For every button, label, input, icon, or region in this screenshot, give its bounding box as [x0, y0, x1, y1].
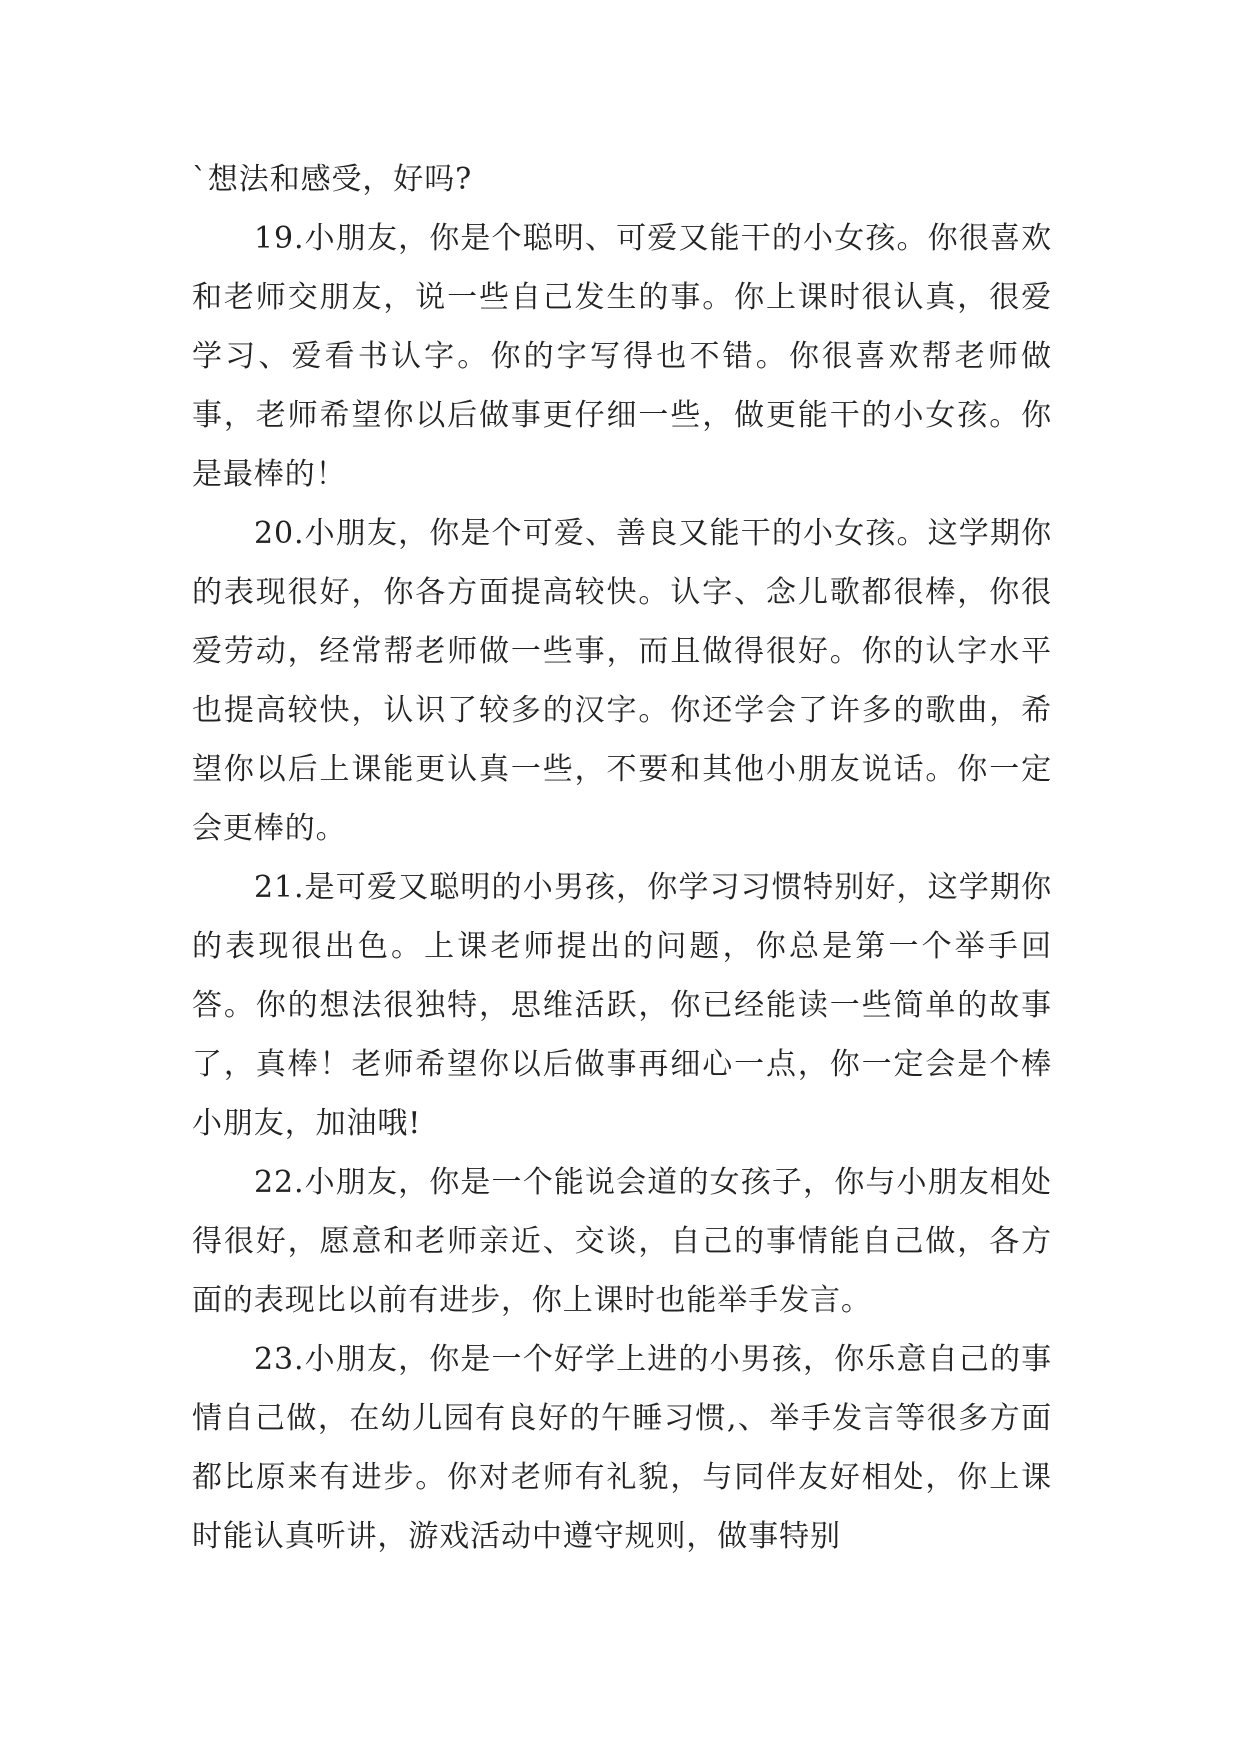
paragraph-20: 20.小朋友，你是个可爱、善良又能干的小女孩。这学期你的表现很好，你各方面提高较快。认字、念儿歌都很棒，你很爱劳动，经常帮老师做一些事，而且做得很好。你的认字水平也提高较快，认识了较多的汉字。你还学会了许多的歌曲，希望你以后上课能更认真一些，不要和其他小朋友说话。你一定会更棒的。: [192, 516, 1052, 846]
paragraph-19: 19.小朋友，你是个聪明、可爱又能干的小女孩。你很喜欢和老师交朋友，说一些自己发生的事。你上课时很认真，很爱学习、爱看书认字。你的字写得也不错。你很喜欢帮老师做事，老师希望你以后做事更仔细一些，做更能干的小女孩。你是最棒的！: [192, 221, 1052, 492]
paragraph-22: 22.小朋友，你是一个能说会道的女孩子，你与小朋友相处得很好，愿意和老师亲近、交谈，自己的事情能自己做，各方面的表现比以前有进步，你上课时也能举手发言。: [192, 1165, 1052, 1318]
paragraph-21: 21.是可爱又聪明的小男孩，你学习习惯特别好，这学期你的表现很出色。上课老师提出的问题，你总是第一个举手回答。你的想法很独特，思维活跃，你已经能读一些简单的故事了，真棒！老师希望你以后做事再细心一点，你一定会是个棒小朋友，加油哦!: [192, 870, 1052, 1141]
paragraph-23: 23.小朋友，你是一个好学上进的小男孩，你乐意自己的事情自己做，在幼儿园有良好的午睡习惯,、举手发言等很多方面都比原来有进步。你对老师有礼貌，与同伴友好相处，你上课时能认真听讲，游戏活动中遵守规则，做事特别: [192, 1342, 1052, 1554]
paragraph-continuation: `想法和感受，好吗?: [192, 162, 473, 197]
document-body: [192, 150, 1052, 1566]
